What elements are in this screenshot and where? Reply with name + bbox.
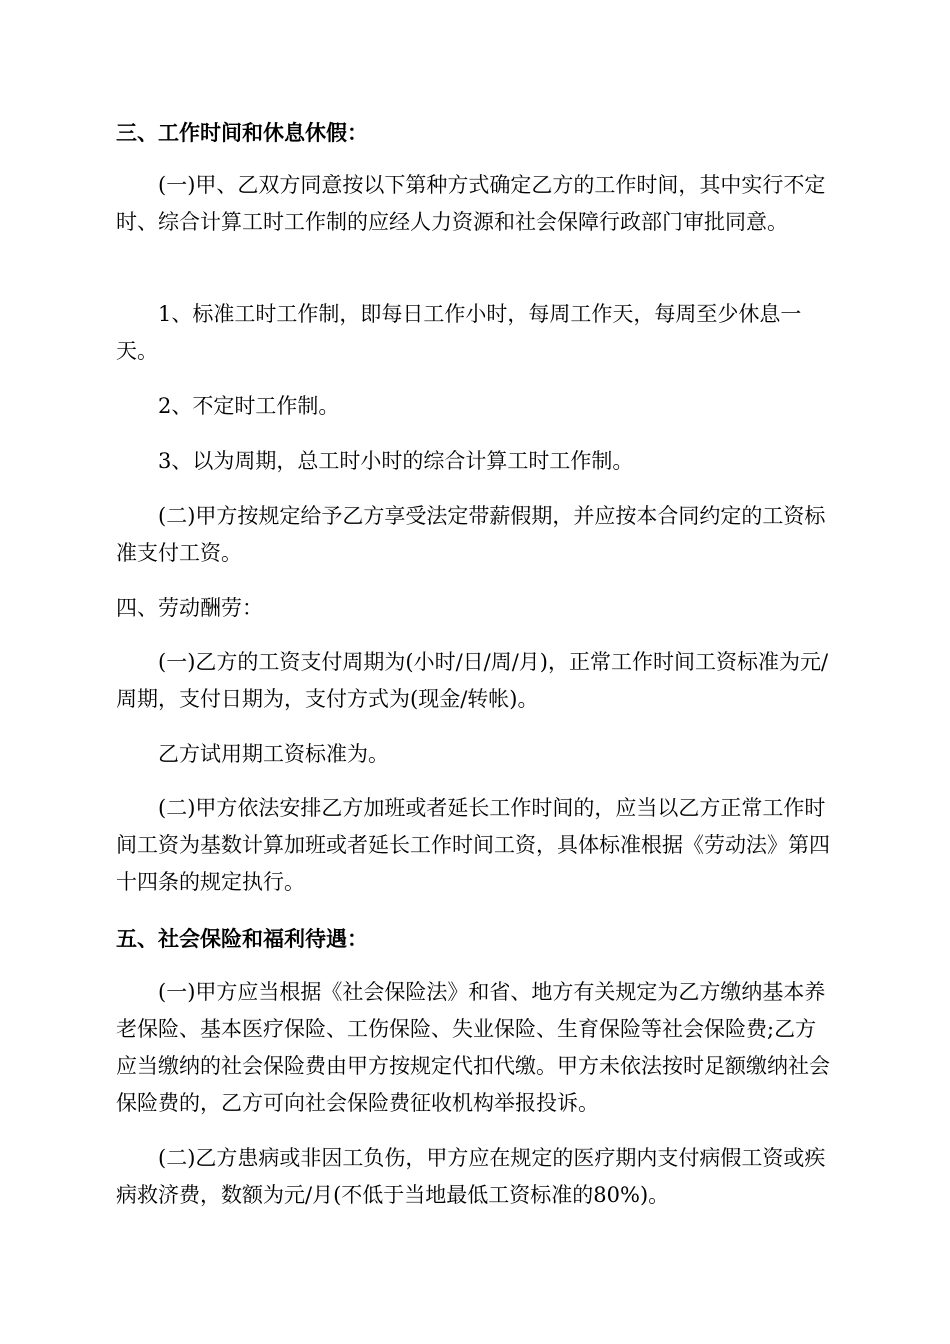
section-5-paragraph-1: (一)甲方应当根据《社会保险法》和省、地方有关规定为乙方缴纳基本养老保险、基本医疗保险、工伤保险、失业保险、生育保险等社会保险费;乙方应当缴纳的社会保险费由甲方按规定代扣代缴。甲方未依法按时足额缴纳社会保险费的，乙方可向社会保险费征收机构举报投诉。 — [116, 980, 830, 1115]
section-3-item-3: 3、以为周期，总工时小时的综合计算工时工作制。 — [158, 449, 634, 473]
section-4-paragraph-1: (一)乙方的工资支付周期为(小时/日/周/月)，正常工作时间工资标准为元/周期，支付日期为，支付方式为(现金/转帐)。 — [116, 650, 829, 711]
section-4-paragraph-3: (二)甲方依法安排乙方加班或者延长工作时间的，应当以乙方正常工作时间工资为基数计算加班或者延长工作时间工资，具体标准根据《劳动法》第四十四条的规定执行。 — [116, 796, 830, 894]
section-3-heading: 三、工作时间和休息休假： — [116, 120, 368, 145]
section-4-paragraph-2: 乙方试用期工资标准为。 — [158, 742, 389, 766]
section-3-paragraph-1: (一)甲、乙双方同意按以下第种方式确定乙方的工作时间，其中实行不定时、综合计算工时工作制的应经人力资源和社会保障行政部门审批同意。 — [116, 173, 826, 234]
section-5-heading: 五、社会保险和福利待遇： — [116, 926, 368, 951]
section-3-paragraph-2: (二)甲方按规定给予乙方享受法定带薪假期，并应按本合同约定的工资标准支付工资。 — [116, 504, 826, 565]
section-5-paragraph-2: (二)乙方患病或非因工负伤，甲方应在规定的医疗期内支付病假工资或疾病救济费，数额为元/月(不低于当地最低工资标准的80%)。 — [116, 1146, 826, 1207]
section-4-heading: 四、劳动酬劳： — [116, 596, 263, 620]
section-3-item-2: 2、不定时工作制。 — [158, 394, 340, 418]
section-3-item-1: 1、标准工时工作制，即每日工作小时，每周工作天，每周至少休息一天。 — [116, 302, 802, 363]
